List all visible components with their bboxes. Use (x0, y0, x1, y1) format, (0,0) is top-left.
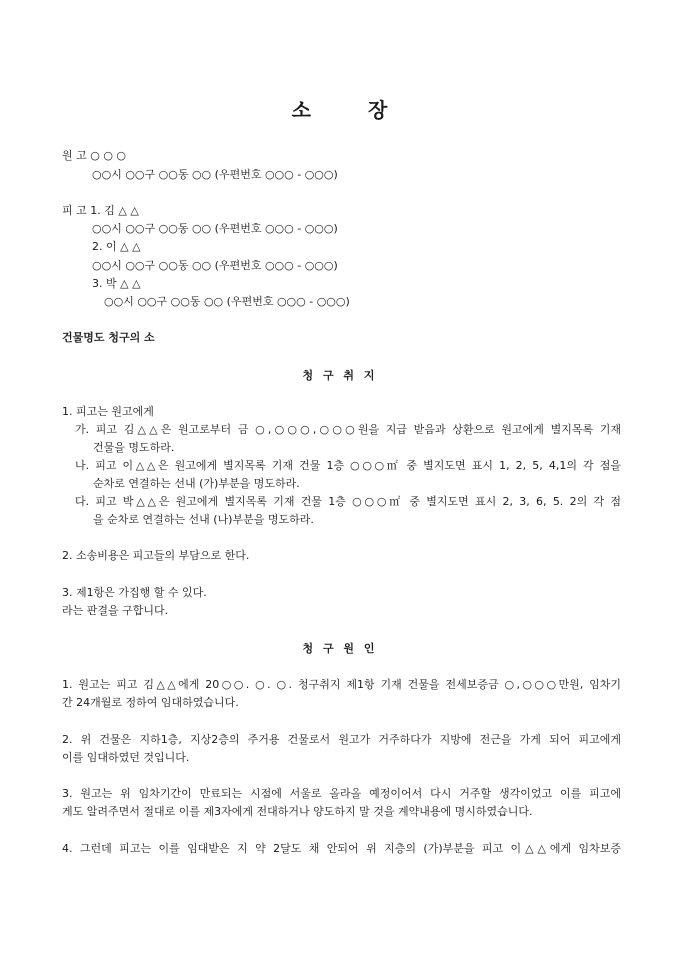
claim-purpose-heading: 청 구 취 지 (302, 369, 378, 382)
title-char-2: 장 (368, 98, 389, 122)
cause-para-4-line1: 4. 그런데 피고는 이를 임대받은 지 약 2달도 채 안되어 위 지층의 (가)부분을 피고 이△△에게 임차보증 (62, 842, 621, 855)
document-title (0, 94, 680, 123)
claim-cause-heading: 청 구 원 인 (302, 642, 378, 655)
plaintiff-label: 원 고 ○ ○ ○ (62, 149, 127, 162)
purpose-item-1a-line1: 가. 피고 김△△은 원고로부터 금 ○,○○○,○○○원을 지급 받음과 상환으로 원고에게 별지목록 기재 (75, 423, 621, 436)
purpose-closing: 라는 판결을 구합니다. (62, 604, 169, 617)
defendant-1-address: ○○시 ○○구 ○○동 ○○ (우편번호 ○○○ - ○○○) (92, 222, 338, 235)
cause-para-1-line1: 1. 원고는 피고 김△△에게 20○○. ○. ○. 청구취지 제1항 기재 건물을 전세보증금 ○,○○○만원, 임차기 (62, 678, 621, 691)
cause-para-3-line2: 게도 알려주면서 절대로 이를 제3자에게 전대하거나 양도하지 말 것을 계약내용에 명시하였습니다. (62, 805, 533, 818)
purpose-item-1c-line1: 다. 피고 박△△은 원고에게 별지목록 기재 건물 1층 ○○○㎡ 중 별지도면 표시 2, 3, 6, 5. 2의 각 점 (75, 495, 621, 508)
purpose-item-2: 2. 소송비용은 피고들의 부담으로 한다. (62, 549, 250, 562)
cause-para-2-line2: 이를 임대하였던 것입니다. (62, 751, 190, 764)
defendant-2-address: ○○시 ○○구 ○○동 ○○ (우편번호 ○○○ - ○○○) (92, 259, 338, 272)
purpose-item-1c-line2: 을 순차로 연결하는 선내 (나)부분을 명도하라. (93, 513, 314, 526)
cause-para-2-line1: 2. 위 건물은 지하1층, 지상2층의 주거용 건물로서 원고가 거주하다가 지방에 전근을 가게 되어 피고에게 (62, 733, 621, 746)
plaintiff-address: ○○시 ○○구 ○○동 ○○ (우편번호 ○○○ - ○○○) (92, 168, 338, 181)
purpose-item-1b-line1: 나. 피고 이△△은 원고에게 별지목록 기재 건물 1층 ○○○㎡ 중 별지도면 표시 1, 2, 5, 4,1의 각 점을 (75, 459, 621, 472)
cause-para-1-line2: 간 24개월로 정하여 임대하였습니다. (62, 696, 239, 709)
purpose-item-1: 1. 피고는 원고에게 (62, 405, 154, 418)
defendant-2-label: 2. 이 △ △ (92, 240, 141, 253)
purpose-item-1a-line2: 건물을 명도하라. (93, 441, 175, 454)
cause-para-3-line1: 3. 원고는 위 임차기간이 만료되는 시점에 서울로 올라올 예정이어서 다시 거주할 생각이었고 이를 피고에 (62, 787, 621, 800)
defendant-3-address: ○○시 ○○구 ○○동 ○○ (우편번호 ○○○ - ○○○) (104, 295, 350, 308)
case-title: 건물명도 청구의 소 (62, 331, 155, 344)
title-char-1: 소 (291, 98, 312, 122)
defendant-1-label: 피 고 1. 김 △ △ (62, 204, 139, 217)
defendant-3-label: 3. 박 △ △ (92, 277, 141, 290)
purpose-item-3: 3. 제1항은 가집행 할 수 있다. (62, 586, 207, 599)
purpose-item-1b-line2: 순차로 연결하는 선내 (가)부분을 명도하라. (93, 477, 300, 490)
